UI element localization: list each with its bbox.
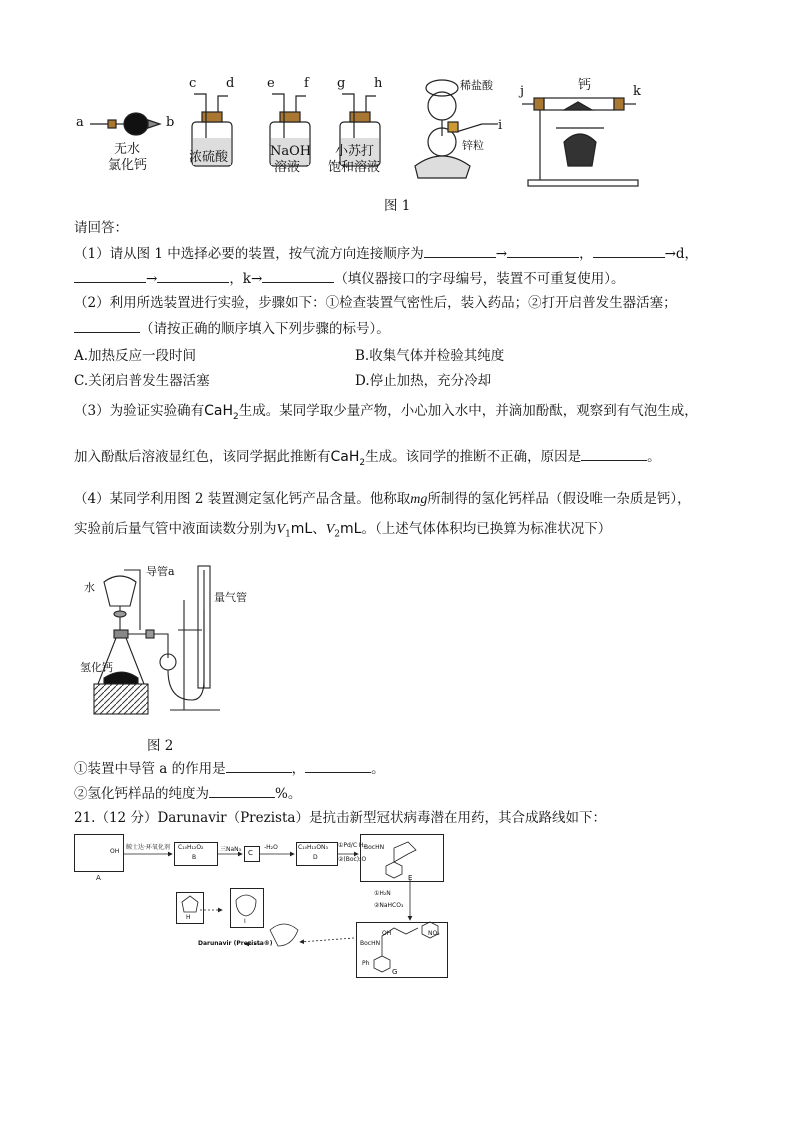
sub-question-1 <box>74 758 385 779</box>
figure-2 <box>80 560 280 720</box>
q3-line-2 <box>74 444 661 476</box>
port-g: g <box>337 76 346 91</box>
compound-i-box <box>230 888 264 928</box>
q4-text-a: （4）某同学利用图 2 装置测定氢化钙产品含量。他称取 <box>74 491 411 507</box>
q3-text-d: 生成。该同学的推断不正确，原因是 <box>365 449 582 465</box>
q3-text-a: （3）为验证实验确有 <box>74 403 205 419</box>
compound-g-no2: NO₂ <box>428 930 440 937</box>
compound-g-label: G <box>392 968 398 976</box>
port-b: b <box>166 115 175 130</box>
port-a: a <box>76 115 84 130</box>
s1-blank-2[interactable] <box>305 758 371 773</box>
q1-note: （填仪器接口的字母编号，装置不可重复使用）。 <box>334 271 625 287</box>
reagent-3: -H₂O <box>264 844 278 851</box>
ml-unit: mL <box>340 521 362 537</box>
reagent-6: ①H₂N <box>374 890 391 897</box>
compound-g-ph: Ph <box>362 960 370 967</box>
label-gas-burette: 量气管 <box>214 591 247 604</box>
q4-line-1 <box>74 486 691 513</box>
compound-a-label: A <box>96 874 101 882</box>
compound-i-label: I <box>244 918 246 925</box>
figure-2-caption: 图 2 <box>147 738 174 754</box>
reagent-1: 鲸士达·环氧化剂 <box>126 844 170 851</box>
q1-blank-2[interactable] <box>507 243 579 258</box>
sub-question-2 <box>74 783 301 804</box>
compound-e-label: E <box>408 874 413 882</box>
compound-b-formula: C₁₀H₁₂O₂ <box>178 844 204 851</box>
label-anhydrous-l2: 氯化钙 <box>108 158 148 173</box>
label-water: 水 <box>84 581 95 594</box>
label-cah2: 氢化钙 <box>80 661 113 674</box>
compound-h-label: H <box>186 914 191 921</box>
label-anhydrous-l1: 无水 <box>114 142 141 157</box>
darunavir-label: Darunavir (Prezista®) <box>198 940 273 947</box>
option-a: A.加热反应一段时间 <box>74 348 197 364</box>
heated-reaction-tube <box>522 98 638 186</box>
compound-g-oh: OH <box>382 930 392 937</box>
label-calcium: 钙 <box>578 78 592 93</box>
q1-blank-5[interactable] <box>157 268 229 283</box>
port-d: d <box>226 76 235 91</box>
percent: %。 <box>275 786 302 802</box>
label-dilute-hcl: 稀盐酸 <box>460 79 493 92</box>
intro-line: 请回答： <box>74 220 128 236</box>
option-c: C.关闭启普发生器活塞 <box>74 373 210 389</box>
q1-line-1 <box>74 243 698 264</box>
q3-line-1 <box>74 398 698 430</box>
port-j: j <box>520 84 525 99</box>
s2-text: ②氢化钙样品的纯度为 <box>74 786 209 802</box>
label-naoh-l2: 溶液 <box>274 160 301 175</box>
compound-e-boc: BocHN <box>364 844 385 851</box>
q2-note: （请按正确的顺序填入下列步骤的标号）。 <box>140 321 390 337</box>
q1-k: ，k→ <box>229 271 263 287</box>
separator: 、 <box>312 521 326 537</box>
reagent-5: ②(Boc)₂O <box>338 856 367 863</box>
compound-e-box <box>360 834 444 882</box>
q3-text-b: 生成。某同学取少量产物，小心加入水中，并滴加酚酞，观察到有气泡生成， <box>238 403 698 419</box>
port-f: f <box>304 76 309 91</box>
arrow: → <box>495 246 508 262</box>
port-h: h <box>374 76 383 91</box>
v1-symbol: V <box>276 522 286 537</box>
period: 。 <box>647 449 661 465</box>
compound-d-formula: C₁₀H₁₃ON₃ <box>298 844 328 851</box>
q1-blank-4[interactable] <box>74 268 146 283</box>
q1-blank-6[interactable] <box>262 268 334 283</box>
cah2-formula: CaH$_2$ <box>330 449 366 468</box>
figure-1-caption: 图 1 <box>384 198 411 214</box>
s1-blank-1[interactable] <box>226 758 292 773</box>
v2-symbol: V <box>325 522 335 537</box>
q1-blank-3[interactable] <box>593 243 665 258</box>
q3-blank[interactable] <box>581 446 647 461</box>
s2-blank[interactable] <box>209 783 275 798</box>
compound-g-boc: BocHN <box>360 940 381 947</box>
reagent-4: ①Pd/C H₂ <box>338 842 366 849</box>
q1-line-2 <box>74 268 625 289</box>
label-naoh-l1: NaOH <box>270 144 312 159</box>
compound-c-label: C <box>248 849 253 857</box>
q4-text-d: 。（上述气体体积均已换算为标准状况下） <box>361 521 612 537</box>
q2-line-2 <box>74 318 390 339</box>
compound-d-label: D <box>313 854 318 861</box>
figure-1-apparatus-drawing <box>70 70 710 200</box>
mass-symbol: mg <box>410 492 428 507</box>
arrow: → <box>146 271 158 287</box>
q3-text-c: 加入酚酞后溶液显红色，该同学据此推断有 <box>74 449 331 465</box>
reagent-2: 三NaN₃ <box>220 846 242 853</box>
period: 。 <box>371 761 385 777</box>
q4-text-b: 所制得的氢化钙样品（假设唯一杂质是钙）， <box>427 491 691 507</box>
compound-a-oh: OH <box>110 848 120 855</box>
cah2-formula: CaH$_2$ <box>204 403 239 422</box>
figure-2-apparatus-drawing <box>80 560 280 720</box>
label-zinc: 锌粒 <box>462 139 484 152</box>
synthesis-route <box>70 830 450 990</box>
port-e: e <box>267 76 275 91</box>
q4-text-c: 实验前后量气管中液面读数分别为 <box>74 521 277 537</box>
q2-line-1: （2）利用所选装置进行实验，步骤如下：①检查装置气密性后，装入药品；②打开启普发生器活塞； <box>74 295 677 311</box>
port-c: c <box>189 76 197 91</box>
label-nahco3-l1: 小苏打 <box>335 144 375 159</box>
q21-heading: 21.（12 分）Darunavir（Prezista）是抗击新型冠状病毒潜在用药，其合成路线如下： <box>74 810 606 826</box>
compound-b-label: B <box>192 854 197 861</box>
s1-text: ①装置中导管 a 的作用是 <box>74 761 226 777</box>
q1-text: （1）请从图 1 中选择必要的装置，按气流方向连接顺序为 <box>74 246 424 262</box>
ml-unit: mL <box>290 521 313 537</box>
comma: ， <box>579 246 593 262</box>
q1-blank-1[interactable] <box>424 243 496 258</box>
option-d: D.停止加热，充分冷却 <box>355 373 492 389</box>
reagent-7: ②NaHCO₃ <box>374 902 404 909</box>
v1-sub: 1 <box>285 529 291 540</box>
label-conc-h2so4: 浓硫酸 <box>189 150 229 165</box>
label-tube-a: 导管a <box>146 565 175 578</box>
label-nahco3-l2: 饱和溶液 <box>328 160 381 175</box>
port-k: k <box>633 84 641 99</box>
figure-1 <box>70 70 710 200</box>
drying-tube <box>90 113 160 135</box>
q2-blank[interactable] <box>74 318 140 333</box>
comma: ， <box>291 761 306 777</box>
q1-d: →d， <box>664 246 699 262</box>
port-i: i <box>498 118 503 133</box>
kipp-generator <box>415 80 498 178</box>
q4-line-2 <box>74 516 611 548</box>
v2-sub: 2 <box>334 529 341 540</box>
option-b: B.收集气体并检验其纯度 <box>355 348 505 364</box>
